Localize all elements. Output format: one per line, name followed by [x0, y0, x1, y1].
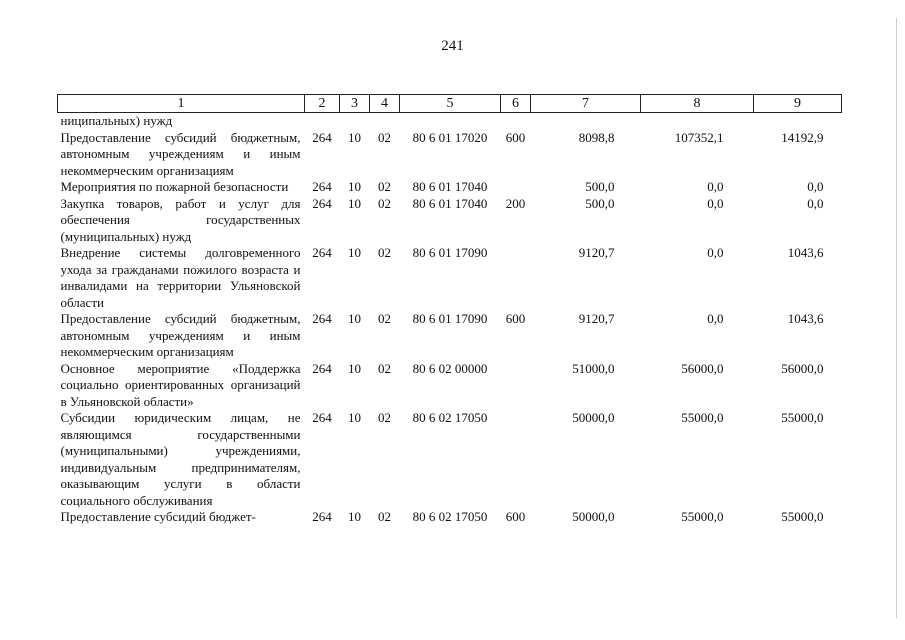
cell-amount-col8: 0,0 [707, 195, 724, 211]
cell-section: 10 [348, 179, 361, 194]
table-row [58, 509, 842, 526]
cell-description: Субсидии юридическим лицам, не являющимся государственными (муниципальными) учреждениями, индивидуальным предпринимателям, оказывающим услуги в области социального обслуживания [60, 410, 301, 508]
cell-expense-type [501, 361, 531, 411]
table-row [58, 179, 842, 196]
scan-edge-line [896, 18, 897, 618]
cell-section: 10 [348, 509, 361, 524]
cell-subsection [370, 113, 400, 130]
cell-description: Внедрение системы долговременного ухода за гражданами пожилого возраста и инвалидами на территории Ульяновской области [60, 245, 301, 310]
cell-admin-code: 264 [312, 360, 332, 376]
cell-amount-col8: 55000,0 [681, 410, 724, 425]
cell-amount-col8: 56000,0 [681, 360, 724, 376]
header-col-8: 8 [641, 95, 754, 113]
cell-section: 10 [348, 410, 361, 425]
header-col-7: 7 [531, 95, 641, 113]
cell-amount-col9: 1043,6 [787, 311, 824, 326]
cell-section: 10 [348, 195, 361, 211]
cell-amount-col9: 55000,0 [781, 410, 824, 425]
cell-amount-col7: 500,0 [585, 195, 615, 211]
cell-admin-code [305, 113, 340, 130]
cell-description: Предоставление субсидий бюджет- [60, 509, 256, 524]
cell-admin-code: 264 [312, 509, 332, 524]
cell-subsection: 02 [378, 179, 391, 194]
cell-expense-type [501, 245, 531, 311]
cell-amount-col7: 50000,0 [572, 410, 615, 425]
cell-admin-code: 264 [312, 179, 332, 194]
cell-description: ниципальных) нужд [60, 113, 173, 128]
cell-target-article: 80 6 02 17050 [412, 509, 488, 524]
header-col-3: 3 [340, 95, 370, 113]
cell-subsection: 02 [378, 129, 391, 145]
table-row [58, 361, 842, 411]
cell-amount-col9: 56000,0 [781, 360, 824, 376]
cell-amount-col7: 8098,8 [578, 129, 615, 145]
cell-amount-col8: 107352,1 [674, 129, 724, 145]
cell-amount-col9: 1043,6 [787, 245, 824, 260]
cell-target-article: 80 6 01 17090 [412, 245, 488, 260]
cell-target-article: 80 6 02 17050 [412, 410, 488, 425]
cell-section: 10 [348, 129, 361, 145]
header-col-1: 1 [58, 95, 305, 113]
cell-amount-col8: 55000,0 [681, 509, 724, 524]
cell-amount-col8: 0,0 [707, 245, 724, 260]
cell-section: 10 [348, 245, 361, 260]
cell-amount-col9: 14192,9 [781, 129, 824, 145]
cell-subsection: 02 [378, 311, 391, 326]
cell-amount-col8: 0,0 [707, 311, 724, 326]
page-number: 241 [441, 38, 464, 54]
header-col-2: 2 [305, 95, 340, 113]
table-row [58, 196, 842, 246]
cell-subsection: 02 [378, 509, 391, 524]
cell-amount-col9: 55000,0 [781, 509, 824, 524]
cell-amount-col9: 0,0 [807, 179, 824, 194]
cell-description: Предоставление субсидий бюджетным, автономным учреждениям и иным некоммерческим организациям [60, 129, 301, 178]
cell-target-article: 80 6 02 00000 [412, 360, 488, 376]
cell-admin-code: 264 [312, 129, 332, 145]
cell-section: 10 [348, 360, 361, 376]
cell-expense-type: 200 [505, 195, 526, 211]
cell-target-article [400, 113, 501, 130]
cell-expense-type [501, 410, 531, 509]
cell-expense-type: 600 [505, 509, 526, 524]
cell-amount-col8: 0,0 [707, 179, 724, 194]
table-row [58, 245, 842, 311]
cell-amount-col9 [754, 113, 842, 130]
cell-amount-col7: 50000,0 [572, 509, 615, 524]
cell-target-article: 80 6 01 17020 [412, 129, 488, 145]
header-col-6: 6 [501, 95, 531, 113]
table-row [58, 113, 842, 130]
cell-expense-type: 600 [505, 129, 526, 145]
cell-target-article: 80 6 01 17040 [412, 179, 488, 194]
cell-amount-col7: 500,0 [585, 179, 615, 194]
header-col-9: 9 [754, 95, 842, 113]
cell-expense-type [501, 179, 531, 196]
cell-admin-code: 264 [312, 245, 332, 260]
cell-admin-code: 264 [312, 195, 332, 211]
cell-subsection: 02 [378, 360, 391, 376]
cell-section: 10 [348, 311, 361, 326]
cell-section [340, 113, 370, 130]
table-row [58, 311, 842, 361]
cell-subsection: 02 [378, 245, 391, 260]
cell-amount-col7 [531, 113, 641, 130]
cell-expense-type: 600 [505, 311, 526, 326]
cell-description: Основное мероприятие «Поддержка социально ориентированных организаций в Ульяновской области» [60, 360, 301, 409]
cell-amount-col7: 9120,7 [578, 311, 615, 326]
cell-expense-type [501, 113, 531, 130]
cell-description: Предоставление субсидий бюджетным, автономным учреждениям и иным некоммерческим организациям [60, 311, 301, 359]
cell-target-article: 80 6 01 17090 [412, 311, 488, 326]
cell-description: Мероприятия по пожарной безопасности [60, 179, 289, 194]
cell-target-article: 80 6 01 17040 [412, 195, 488, 211]
header-col-4: 4 [370, 95, 400, 113]
cell-amount-col7: 51000,0 [572, 360, 615, 376]
budget-table [57, 94, 842, 526]
cell-admin-code: 264 [312, 311, 332, 326]
cell-subsection: 02 [378, 410, 391, 425]
table-row [58, 410, 842, 509]
header-col-5: 5 [400, 95, 501, 113]
cell-subsection: 02 [378, 195, 391, 211]
table-row [58, 130, 842, 180]
cell-description: Закупка товаров, работ и услуг для обеспечения государственных (муниципальных) нужд [60, 195, 301, 244]
cell-amount-col7: 9120,7 [578, 245, 615, 260]
cell-amount-col8 [641, 113, 754, 130]
header-row [58, 95, 842, 113]
cell-amount-col9: 0,0 [807, 195, 824, 211]
cell-admin-code: 264 [312, 410, 332, 425]
